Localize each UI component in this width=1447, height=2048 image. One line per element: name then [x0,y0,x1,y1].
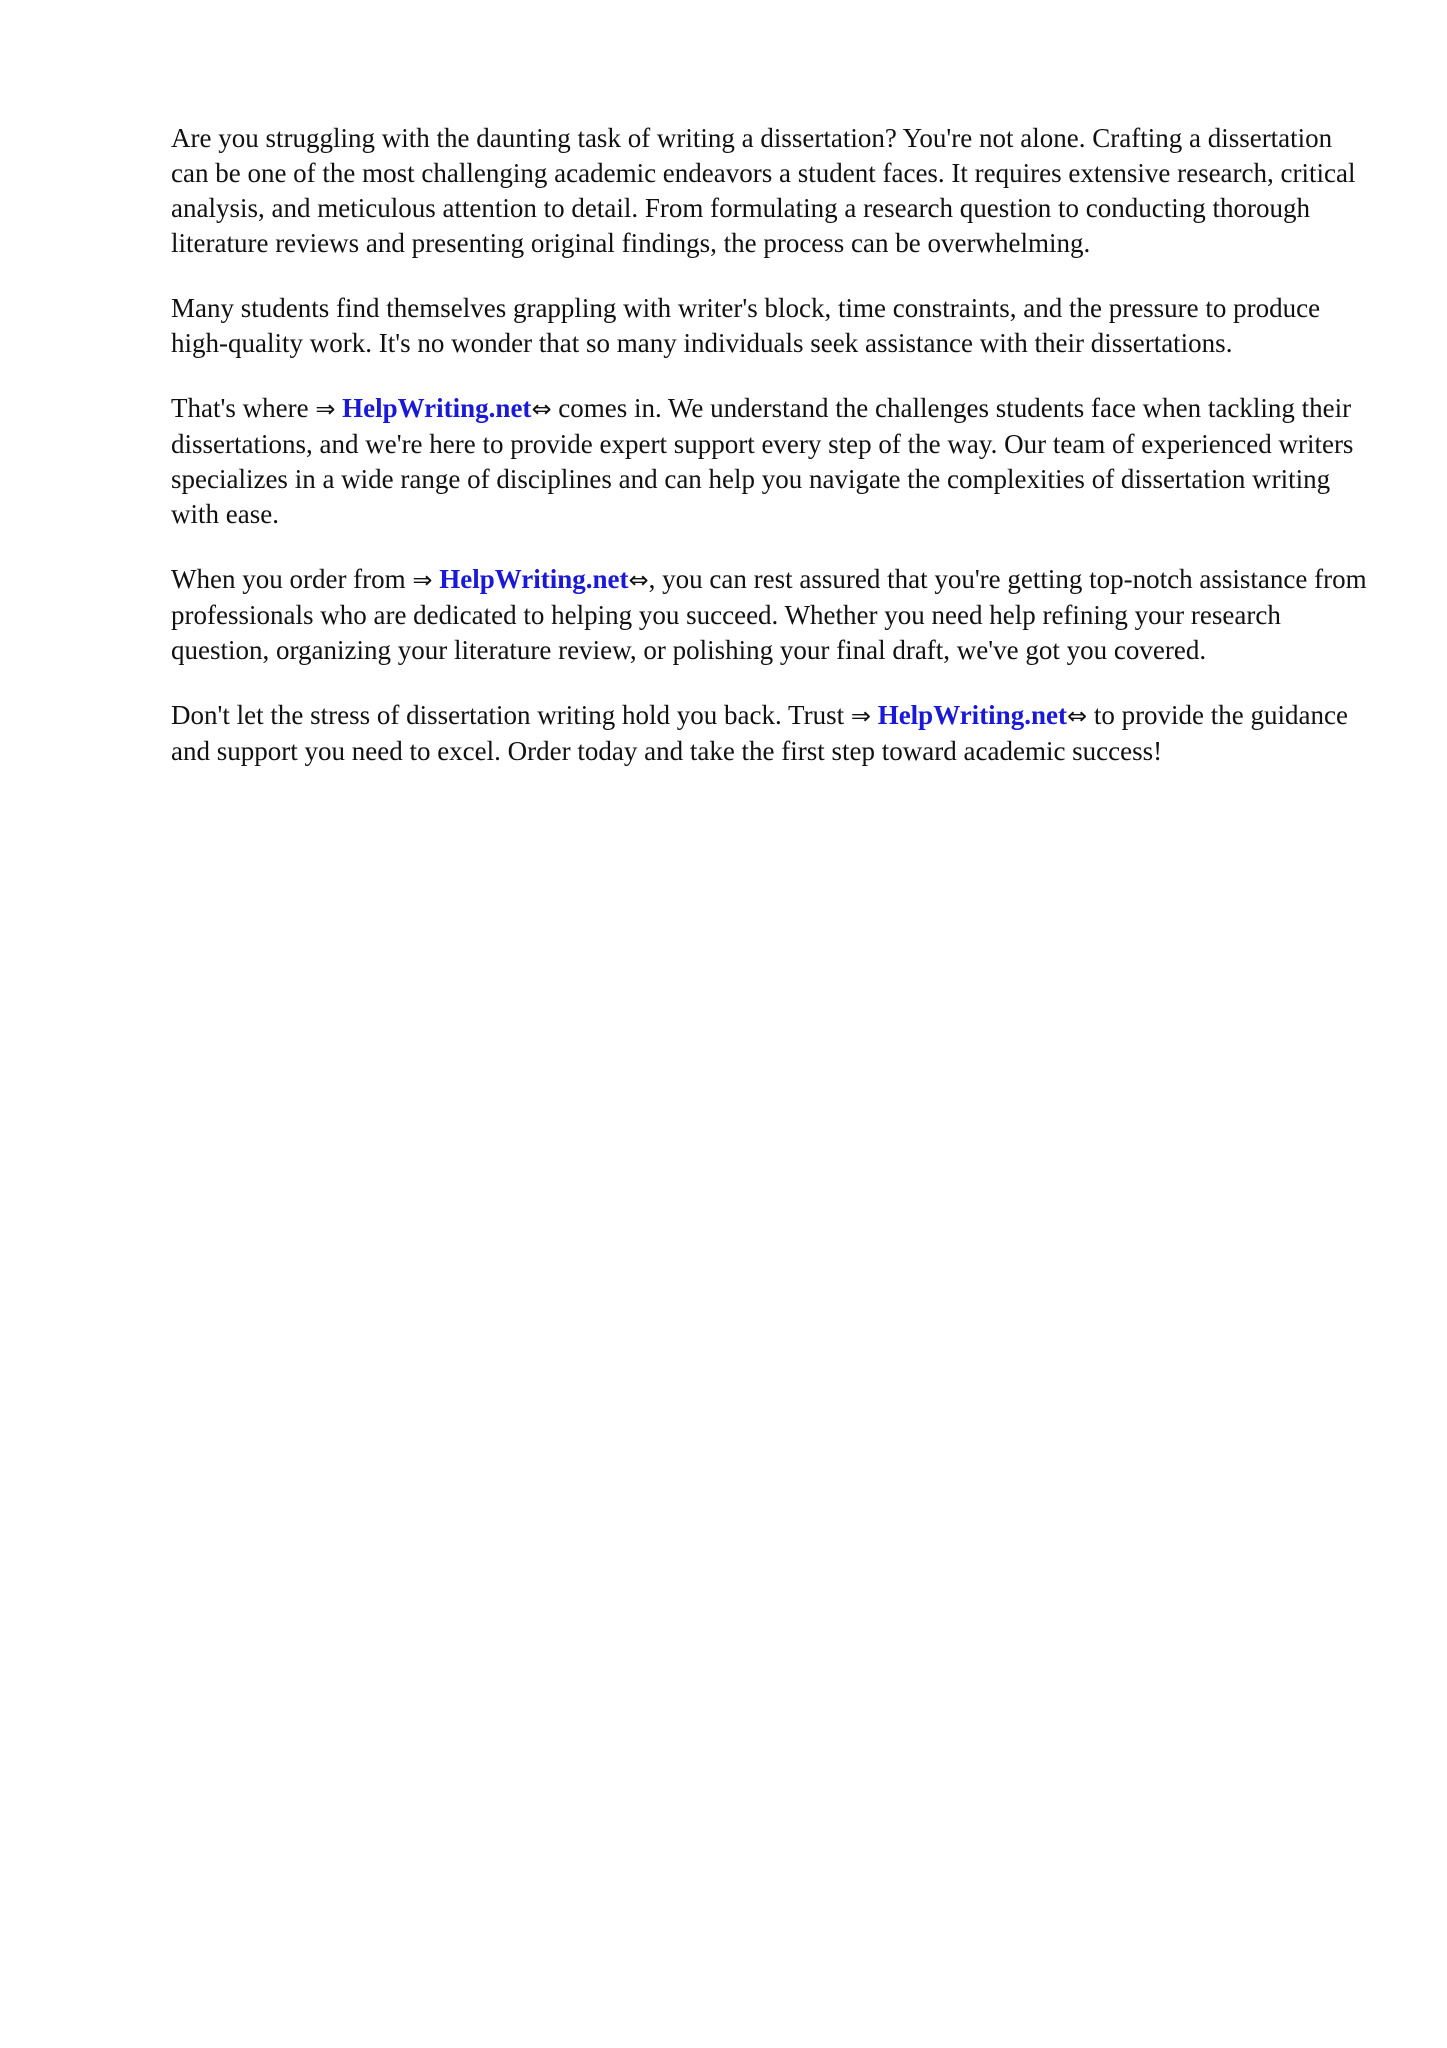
helpwriting-link[interactable]: HelpWriting.net [439,564,629,594]
paragraph-challenges: Many students find themselves grappling with writer's block, time constraints, and the pressure to produce high-quality work. It's no wonder that so many individuals seek assistance with their dissertations. [171,293,1321,358]
arrow-right-icon: ⇒ [315,395,336,423]
paragraph-text-before: That's where [171,393,316,423]
paragraph-text-after: , you can rest assured that you're getting top-notch assistance from professionals who are dedicated to helping you succeed. Whether you need help refining your research question, organizing your literature review, or polishing your final draft, we've got you covered. [171,564,1367,665]
arrow-right-icon: ⇒ [850,702,871,730]
paragraph-text-before: When you order from [171,564,413,594]
arrow-both-icon: ⇔ [628,566,649,594]
helpwriting-link[interactable]: HelpWriting.net [342,393,532,423]
paragraph-intro: Are you struggling with the daunting task of writing a dissertation? You're not alone. Crafting a dissertation can be one of the most challenging academic endeavors a student faces. It requires extensive research, critical analysis, and meticulous attention to detail. From formulating a research question to conducting thorough literature reviews and presenting original findings, the process can be overwhelming. [171,123,1356,258]
paragraph-text-before: Don't let the stress of dissertation writing hold you back. Trust [171,700,851,730]
paragraph-text-after: to provide the guidance and support you need to excel. Order today and take the first step toward academic success! [171,700,1348,766]
helpwriting-link[interactable]: HelpWriting.net [877,700,1067,730]
paragraph-text-after: comes in. We understand the challenges students face when tackling their dissertations, and we're here to provide expert support every step of the way. Our team of experienced writers specializes in a wide range of disciplines and can help you navigate the complexities of dissertation writing with ease. [171,393,1354,529]
arrow-right-icon: ⇒ [412,566,433,594]
document-body [171,121,1371,799]
arrow-both-icon: ⇔ [1066,702,1088,730]
paragraph-call-to-action [171,698,1371,769]
paragraph-introducing-service [171,391,1371,532]
paragraph-ordering [171,562,1371,668]
arrow-both-icon: ⇔ [531,395,552,423]
